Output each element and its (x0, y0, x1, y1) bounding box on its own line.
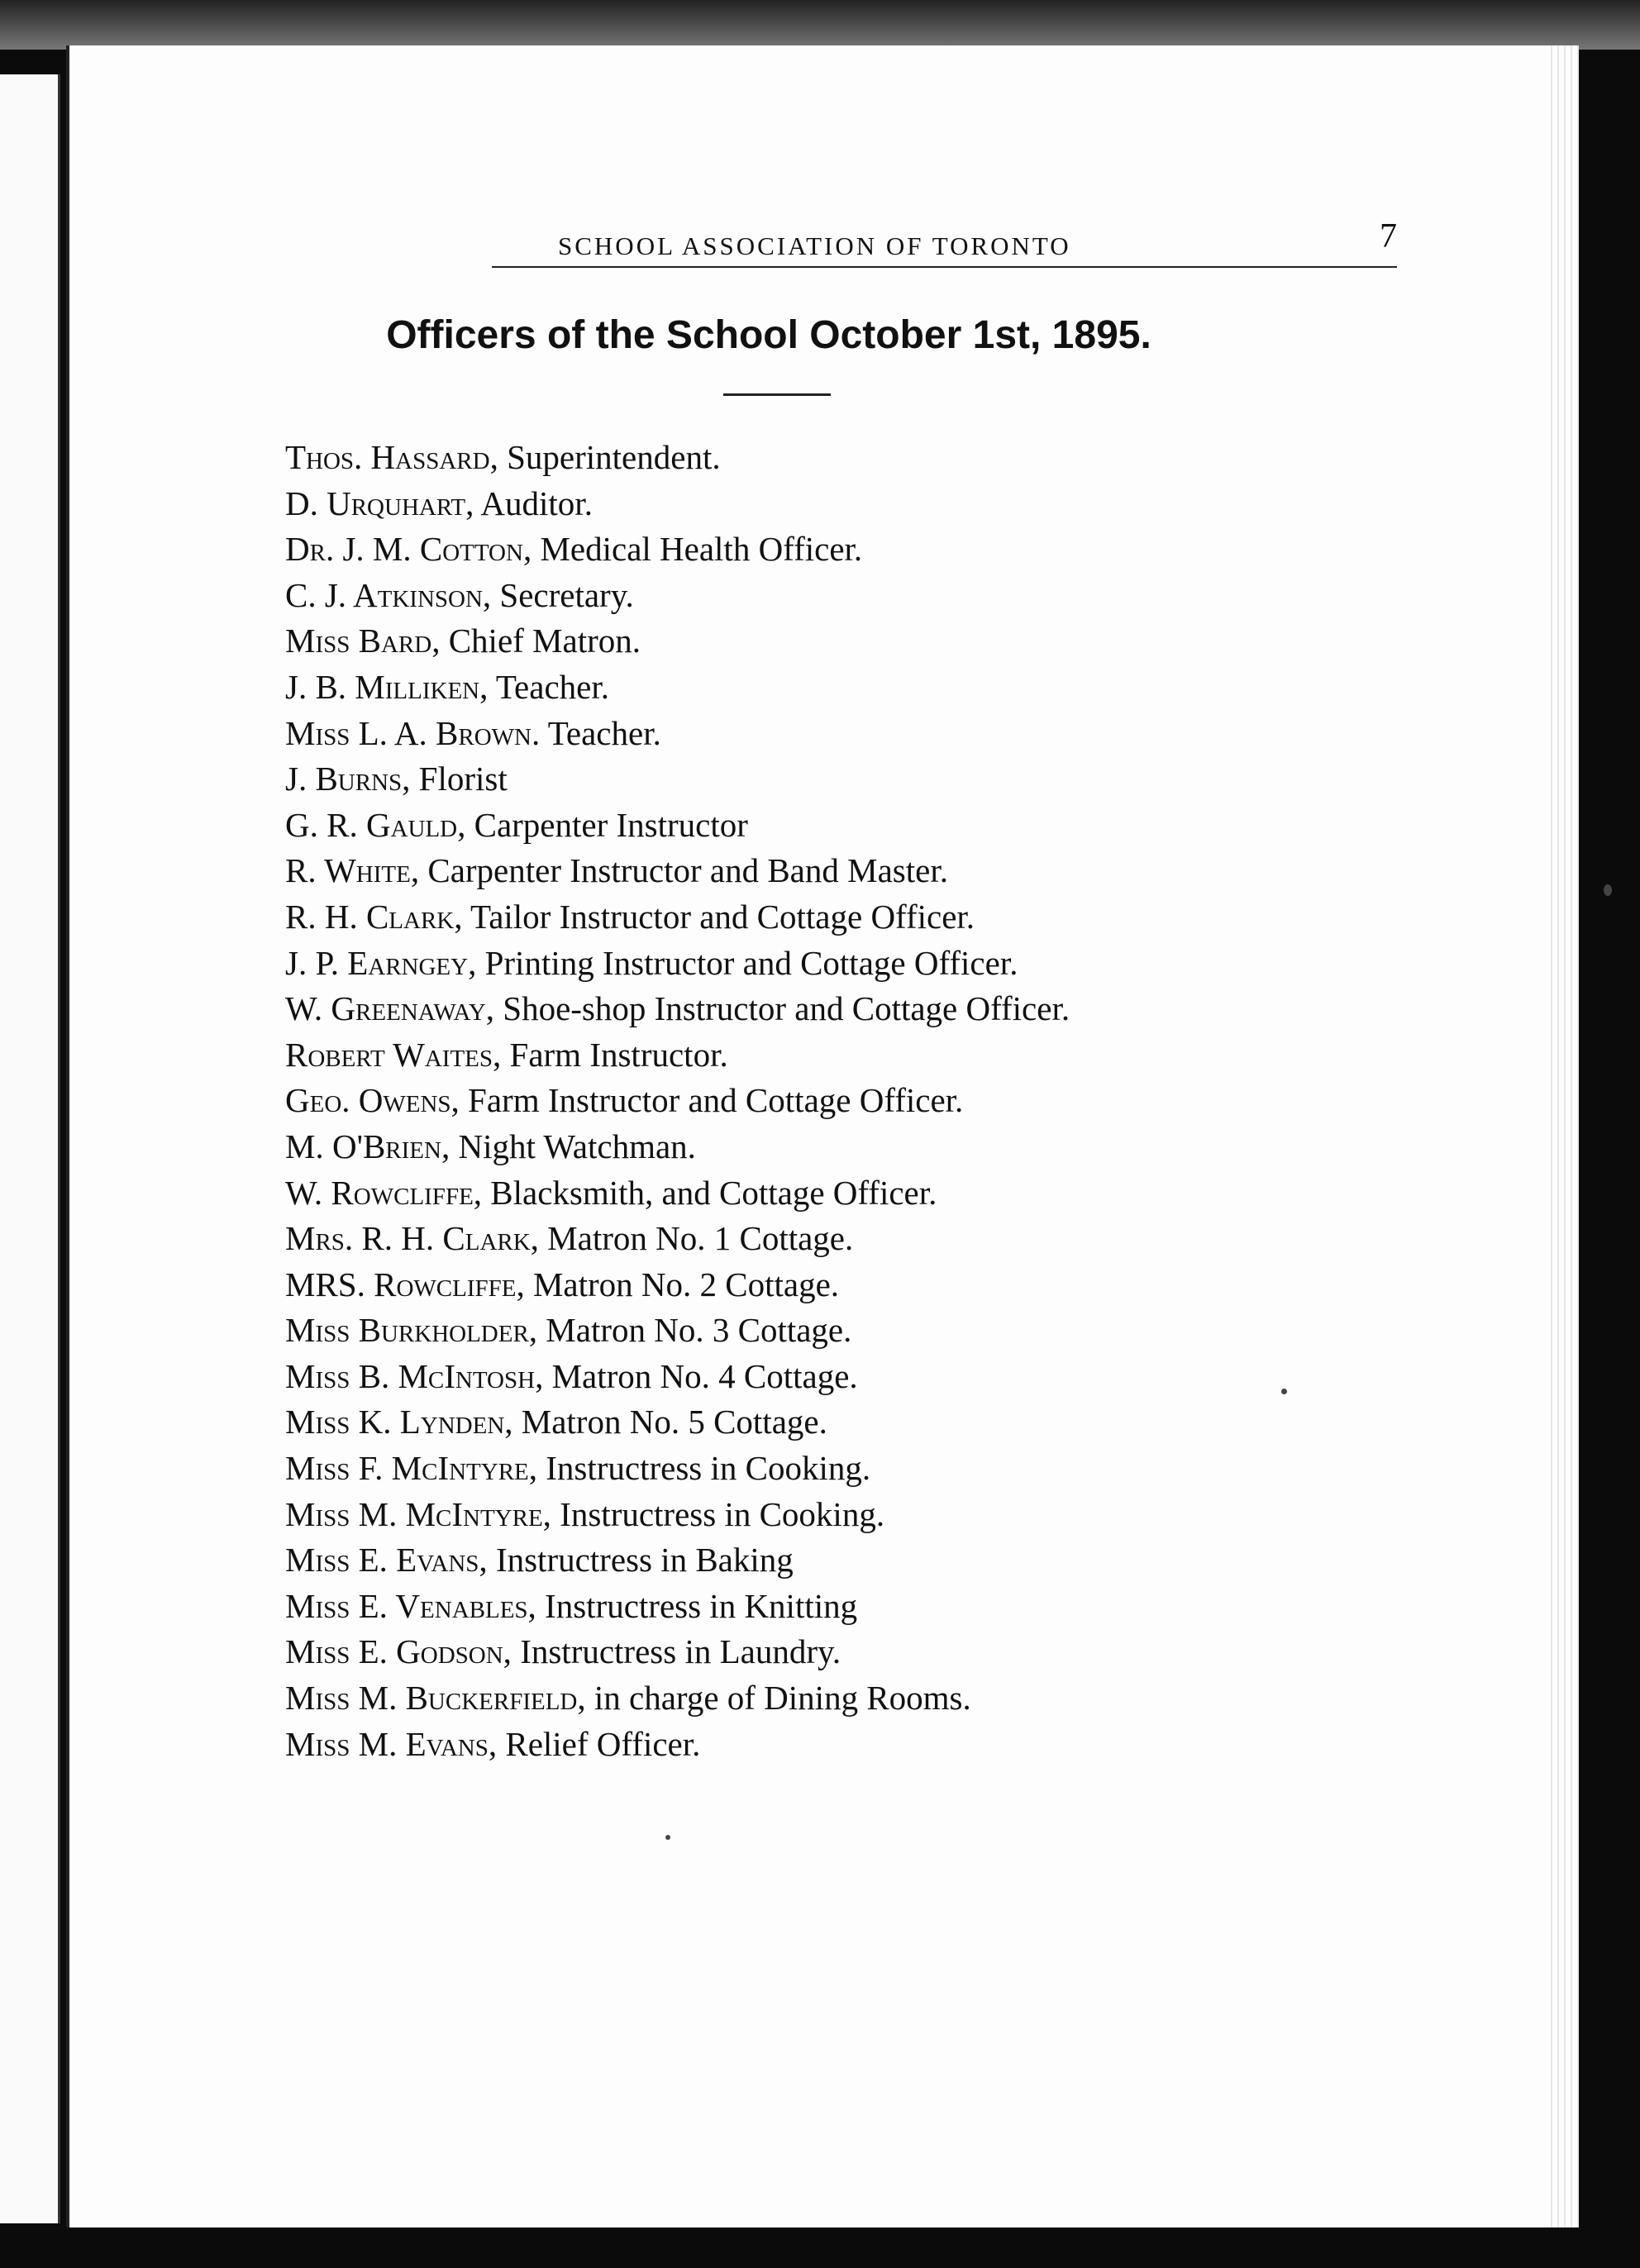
officer-role: Blacksmith, and Cottage Officer. (490, 1173, 937, 1212)
scan-top-edge (0, 0, 1640, 50)
officer-role: Relief Officer. (505, 1724, 701, 1763)
officer-name: Miss F. McIntyre, (285, 1449, 537, 1488)
officer-role: Matron No. 1 Cottage. (547, 1219, 854, 1258)
officer-role: Tailor Instructor and Cottage Officer. (470, 897, 975, 936)
officer-name: Miss E. Evans, (285, 1541, 488, 1580)
officer-role: Instructress in Knitting (545, 1586, 858, 1625)
officer-role: Carpenter Instructor (474, 805, 748, 844)
officer-entry (285, 1124, 1409, 1170)
officer-role: Matron No. 3 Cottage. (546, 1311, 852, 1350)
officer-entry (285, 665, 1409, 711)
officer-entry (285, 1078, 1409, 1124)
officer-name: G. R. Gauld, (285, 805, 466, 844)
officer-entry (285, 1399, 1409, 1446)
officer-role: Superintendent. (507, 438, 721, 476)
officer-entry (285, 1032, 1409, 1079)
officer-role: Instructress in Cooking. (546, 1449, 871, 1488)
officer-entry (285, 1629, 1409, 1675)
officer-role: Instructress in Cooking. (560, 1494, 885, 1533)
officer-role: Secretary. (499, 575, 634, 614)
officer-entry (285, 941, 1409, 987)
officer-name: MRS. Rowcliffe, (285, 1265, 525, 1303)
officer-name: Thos. Hassard, (285, 438, 498, 476)
officer-entry (285, 894, 1409, 941)
officer-entry (285, 1308, 1409, 1354)
officer-entry (285, 711, 1409, 757)
officer-name: J. Burns, (285, 760, 411, 798)
officer-role: Teacher. (547, 713, 661, 752)
officer-name: D. Urquhart, (285, 484, 474, 522)
page-stack-edge (1546, 45, 1579, 2228)
running-head (492, 217, 1397, 268)
officer-name: M. O'Brien, (285, 1127, 451, 1165)
officer-role: Teacher. (495, 667, 609, 706)
officer-entry (285, 1354, 1409, 1400)
officer-name: Miss M. Buckerfield, (285, 1679, 586, 1718)
officer-name: Dr. J. M. Cotton, (285, 530, 532, 569)
officer-list (285, 435, 1409, 1767)
officer-role: Farm Instructor. (509, 1035, 728, 1074)
running-head-title: SCHOOL ASSOCIATION OF TORONTO (558, 231, 1071, 260)
officer-entry (285, 1492, 1409, 1538)
officer-name: Miss E. Venables, (285, 1586, 536, 1625)
officer-name: J. P. Earngey, (285, 943, 477, 982)
officer-role: Night Watchman. (458, 1127, 696, 1165)
officer-role: Instructress in Laundry. (520, 1632, 841, 1671)
officer-entry (285, 1675, 1409, 1722)
ink-speck (1281, 1389, 1287, 1394)
officer-entry (285, 435, 1409, 481)
officer-role: Chief Matron. (448, 622, 641, 660)
officer-role: Auditor. (480, 484, 593, 522)
officer-name: Miss B. McIntosh, (285, 1356, 544, 1395)
officer-role: Carpenter Instructor and Band Master. (427, 851, 948, 890)
officer-name: W. Rowcliffe, (285, 1173, 483, 1212)
ink-speck (1604, 884, 1612, 896)
page-number: 7 (1380, 217, 1397, 255)
page-heading: Officers of the School October 1st, 1895. (386, 313, 1151, 357)
officer-name: Mrs. R. H. Clark, (285, 1219, 539, 1258)
officer-role: Matron No. 4 Cottage. (551, 1356, 858, 1395)
officer-role: Matron No. 5 Cottage. (521, 1403, 827, 1441)
officer-entry (285, 618, 1409, 665)
officer-name: R. H. Clark, (285, 897, 463, 936)
officer-entry (285, 803, 1409, 849)
officer-role: Printing Instructor and Cottage Officer. (484, 943, 1018, 982)
officer-entry (285, 573, 1409, 619)
officer-name: Miss E. Godson, (285, 1632, 512, 1671)
officer-name: Miss Bard, (285, 622, 441, 660)
facing-page-edge (0, 74, 60, 2223)
officer-entry (285, 1722, 1409, 1768)
officer-entry (285, 1170, 1409, 1217)
officer-entry (285, 1446, 1409, 1492)
officer-name: Robert Waites, (285, 1035, 502, 1074)
officer-name: Miss Burkholder, (285, 1311, 538, 1350)
officer-entry (285, 986, 1409, 1032)
officer-name: Geo. Owens, (285, 1081, 460, 1120)
officer-entry (285, 1262, 1409, 1308)
officer-name: W. Greenaway, (285, 989, 495, 1028)
officer-name: Miss M. McIntyre, (285, 1494, 551, 1533)
officer-entry (285, 526, 1409, 573)
ink-speck (665, 1835, 670, 1840)
officer-entry (285, 481, 1409, 527)
officer-name: Miss K. Lynden, (285, 1403, 513, 1441)
heading-rule (723, 393, 831, 396)
officer-role: Florist (418, 760, 508, 798)
officer-role: Shoe-shop Instructor and Cottage Officer. (503, 989, 1070, 1028)
officer-name: J. B. Milliken, (285, 667, 489, 706)
officer-name: R. White, (285, 851, 420, 890)
officer-entry (285, 1216, 1409, 1262)
officer-role: in charge of Dining Rooms. (594, 1679, 971, 1718)
officer-role: Farm Instructor and Cottage Officer. (468, 1081, 964, 1120)
officer-role: Instructress in Baking (495, 1541, 794, 1580)
officer-entry (285, 756, 1409, 803)
officer-role: Matron No. 2 Cottage. (532, 1265, 840, 1303)
officer-entry (285, 848, 1409, 894)
officer-entry (285, 1537, 1409, 1584)
officer-name: C. J. Atkinson, (285, 575, 492, 614)
officer-name: Miss M. Evans, (285, 1724, 498, 1763)
officer-role: Medical Health Officer. (540, 530, 863, 569)
officer-name: Miss L. A. Brown. (285, 713, 541, 752)
officer-entry (285, 1584, 1409, 1630)
